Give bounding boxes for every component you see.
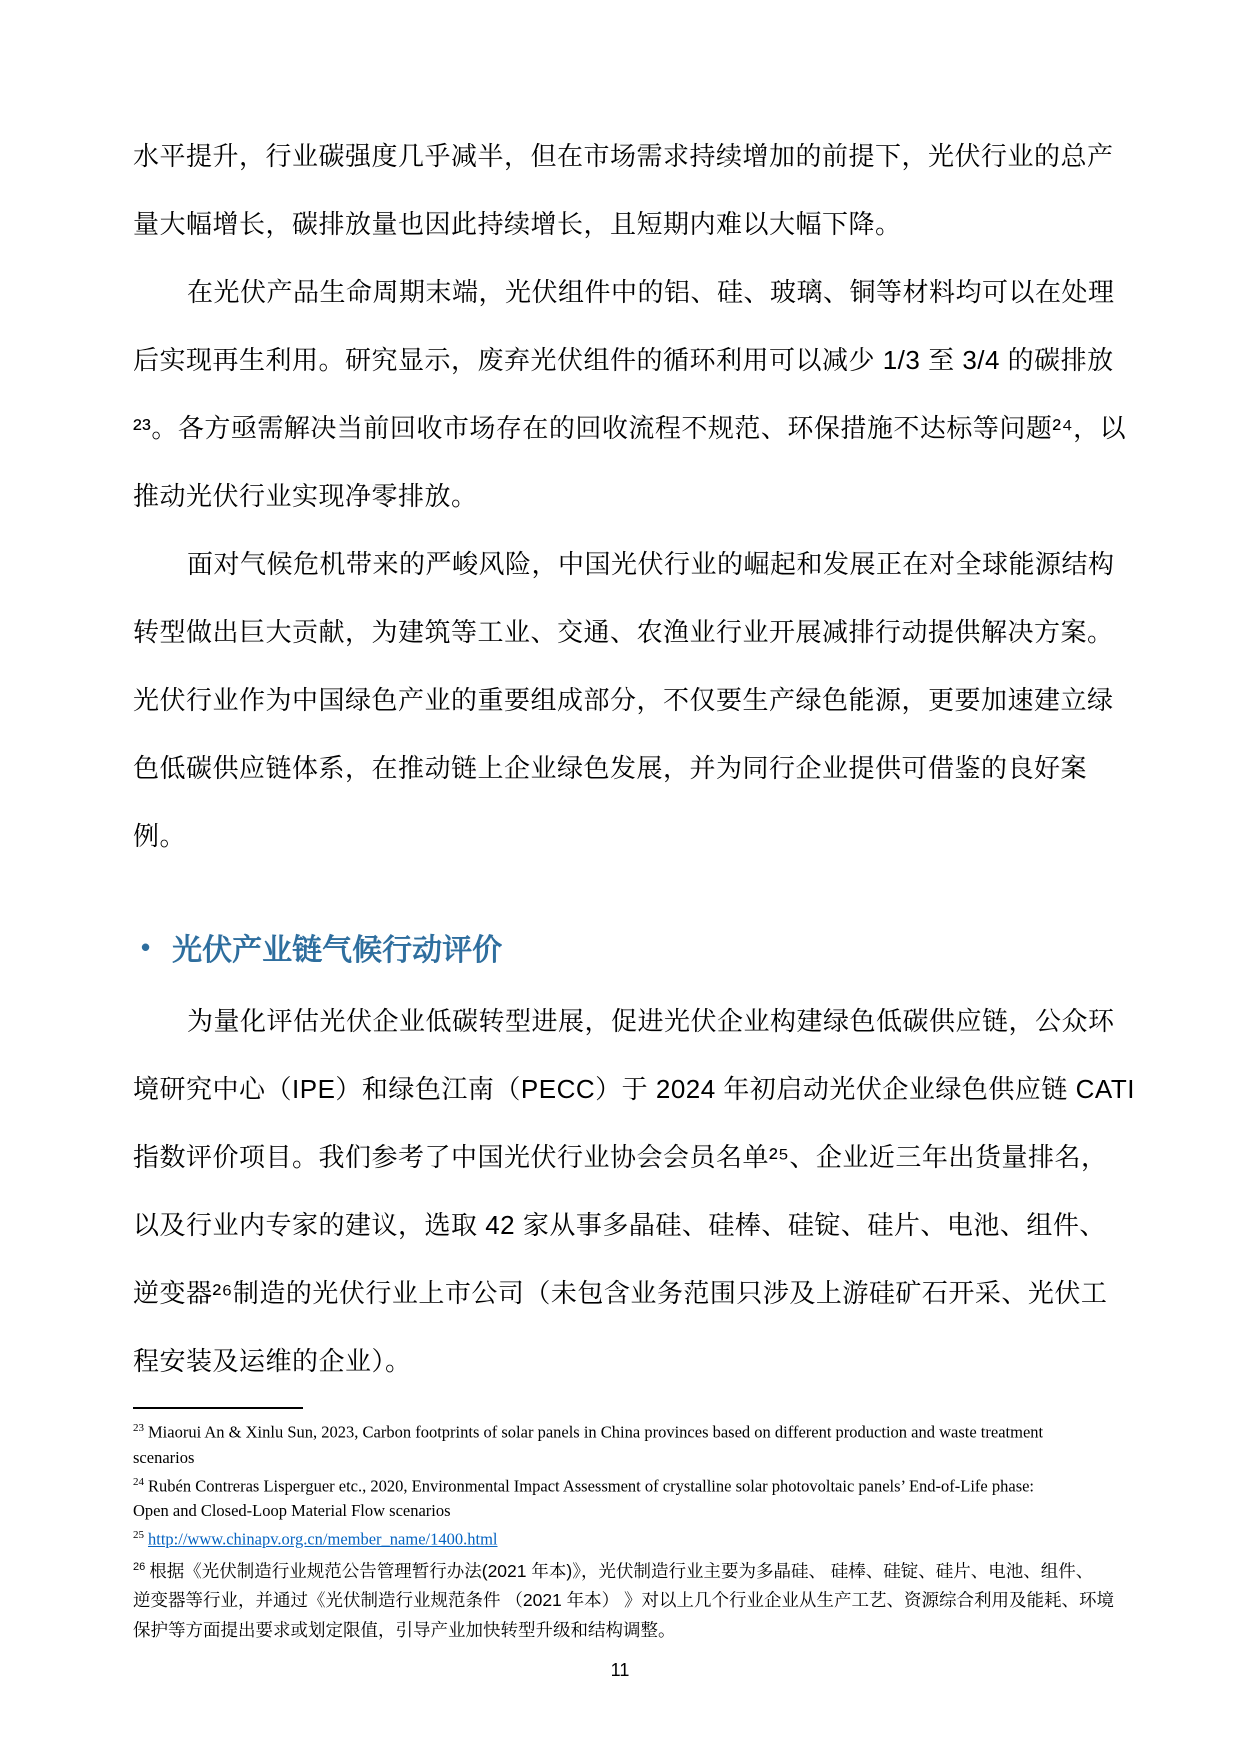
footnote-23 [133, 1416, 1113, 1445]
body-line: 量大幅增长，碳排放量也因此持续增长，且短期内难以大幅下降。 [133, 209, 902, 239]
footnote-26-cont [133, 1615, 1113, 1645]
footnote-marker: 25 [133, 1529, 144, 1541]
body-line: 水平提升，行业碳强度几乎减半，但在市场需求持续增加的前提下，光伏行业的总产 [133, 141, 1114, 171]
body-line: 例。 [133, 821, 187, 851]
footnote-text: 逆变器等行业，并通过《光伏制造行业规范条件 （2021 年本） 》对以上几个行业企业从生产工艺、资源综合利用及能耗、环境 [133, 1590, 1115, 1611]
footnote-24 [133, 1470, 1113, 1499]
footnote-marker: 23 [133, 1422, 144, 1434]
body-line: 境研究中心（IPE）和绿色江南（PECC）于 2024 年初启动光伏企业绿色供应链 CATI [133, 1074, 1135, 1104]
body-line: 色低碳供应链体系，在推动链上企业绿色发展，并为同行企业提供可借鉴的良好案 [133, 753, 1088, 783]
page-number: 11 [610, 1660, 630, 1680]
footnote-separator [133, 1407, 303, 1409]
footnote-text: Miaorui An & Xinlu Sun, 2023, Carbon footprints of solar panels in China provinces based on different production and waste treatment [148, 1422, 1044, 1442]
body-line: 在光伏产品生命周期末端，光伏组件中的铝、硅、玻璃、铜等材料均可以在处理 [187, 277, 1115, 307]
body-line: 面对气候危机带来的严峻风险，中国光伏行业的崛起和发展正在对全球能源结构 [187, 549, 1115, 579]
footnote-text: scenarios [133, 1447, 195, 1467]
footnote-text: Rubén Contreras Lisperguer etc., 2020, Environmental Impact Assessment of crystalline solar photovoltaic panels’ End-of-Life phase: [148, 1476, 1035, 1495]
paragraph-block-2 [133, 987, 1135, 1395]
body-line: 推动光伏行业实现净零排放。 [133, 481, 478, 511]
body-line: 指数评价项目。我们参考了中国光伏行业协会会员名单²⁵、企业近三年出货量排名， [133, 1142, 1108, 1172]
section-heading-label: 光伏产业链气候行动评价 [172, 934, 503, 967]
body-line: 逆变器²⁶制造的光伏行业上市公司（未包含业务范围只涉及上游硅矿石开采、光伏工 [133, 1278, 1108, 1308]
footnote-23-cont [133, 1445, 1113, 1470]
section-heading [133, 925, 502, 969]
body-line: 程安装及运维的企业）。 [133, 1346, 412, 1376]
footnote-26-cont [133, 1585, 1113, 1615]
footnotes [133, 1416, 1113, 1645]
footnote-text: 保护等方面提出要求或划定限值，引导产业加快转型升级和结构调整。 [133, 1620, 676, 1641]
body-line: 光伏行业作为中国绿色产业的重要组成部分，不仅要生产绿色能源，更要加速建立绿 [133, 685, 1114, 715]
bullet-icon: • [141, 932, 151, 962]
footnote-marker: 26 [133, 1560, 146, 1573]
paragraph-block-1 [133, 122, 1127, 870]
body-line: 转型做出巨大贡献，为建筑等工业、交通、农渔业行业开展减排行动提供解决方案。 [133, 617, 1114, 647]
footnote-24-cont [133, 1498, 1113, 1523]
footnote-marker: 24 [133, 1475, 144, 1488]
footnote-hyperlink[interactable]: http://www.chinapv.org.cn/member_name/1400.html [148, 1529, 498, 1549]
footnote-25 [133, 1523, 1113, 1552]
body-line: ²³。各方亟需解决当前回收市场存在的回收流程不规范、环保措施不达标等问题²⁴，以 [133, 413, 1127, 443]
body-line: 为量化评估光伏企业低碳转型进展，促进光伏企业构建绿色低碳供应链，公众环 [187, 1006, 1115, 1036]
footnote-26 [133, 1552, 1113, 1586]
footnote-text: Open and Closed-Loop Material Flow scenarios [133, 1501, 451, 1520]
body-line: 以及行业内专家的建议，选取 42 家从事多晶硅、硅棒、硅锭、硅片、电池、组件、 [133, 1210, 1106, 1240]
body-line: 后实现再生利用。研究显示，废弃光伏组件的循环利用可以减少 1/3 至 3/4 的碳排放 [133, 345, 1114, 375]
footnote-text: 根据《光伏制造行业规范公告管理暂行办法(2021 年本)》，光伏制造行业主要为多晶硅、 硅棒、硅锭、硅片、电池、组件、 [149, 1560, 1094, 1581]
